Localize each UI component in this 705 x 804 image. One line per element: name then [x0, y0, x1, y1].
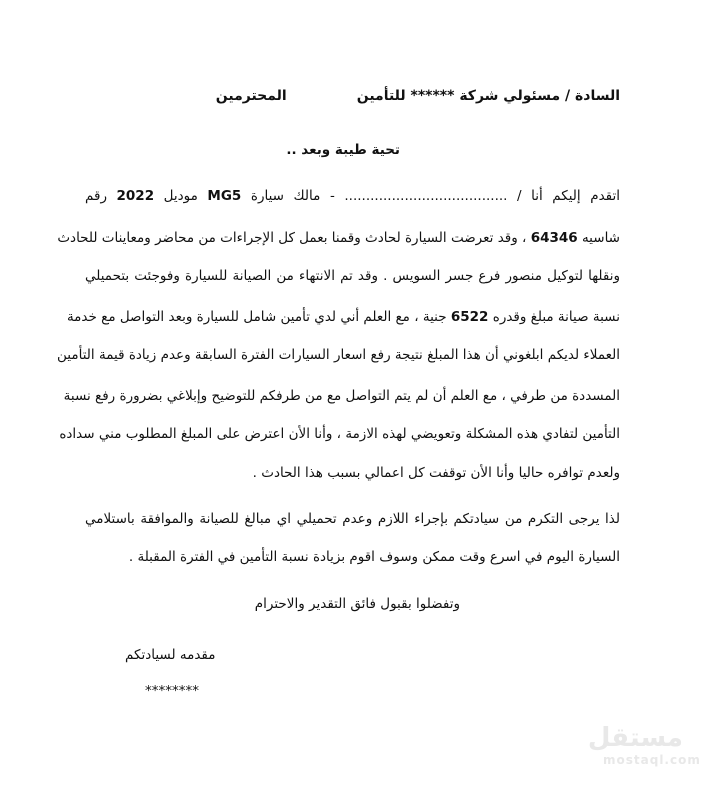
request-line: لذا يرجى التكرم من سيادتكم بإجراء اللازم وعدم تحميلي اي مبالغ للصيانة والموافقة باستلامي — [85, 511, 620, 527]
body-line: ولعدم توافره حاليا وأنا الأن توقفت كل اعمالي بسبب هذا الحادث . — [252, 465, 620, 481]
recipient-line: السادة / مسئولي شركة ****** للتأمين — [356, 88, 620, 104]
body-line: شاسيه 64346 ، وقد تعرضت السيارة لحادث وقمنا بعمل كل الإجراءات من محاضر ومعاينات للحادث — [57, 230, 620, 246]
watermark-url: mostaql.com — [603, 753, 701, 767]
recipient-address — [216, 86, 620, 106]
mostaql-watermark — [587, 723, 701, 767]
greeting: تحية طيبة وبعد .. — [286, 142, 400, 158]
request-line: السيارة اليوم في اسرع وقت ممكن وسوف اقوم بزيادة نسبة التأمين في الفترة المقبلة . — [128, 549, 620, 565]
body-line: اتقدم إليكم أنا / ...................................... - مالك سيارة MG5 موديل 2022 رقم — [85, 188, 621, 204]
body-line: العملاء لديكم ابلغوني أن هذا المبلغ نتيجة رفع اسعار السيارات الفترة السابقة وعدم زيادة قيمة التأمين — [57, 347, 620, 363]
body-line: نسبة صيانة مبلغ وقدره 6522 جنية ، مع العلم أني لدي تأمين شامل للسيارة وبعد التواصل مع خدمة — [66, 309, 620, 325]
watermark-logo-text: مستقل — [587, 723, 683, 753]
presented-by: مقدمه لسيادتكم — [125, 647, 216, 663]
body-line: ونقلها لتوكيل منصور فرع جسر السويس . وقد تم الانتهاء من الصيانة للسيارة وفوجئت بتحميلي — [85, 268, 620, 284]
body-line: التأمين لتفادي هذه المشكلة وتعويضي لهذه الازمة ، وأنا الأن اعترض على المبلغ المطلوب مني سداده — [59, 426, 620, 442]
signature-placeholder: ******** — [145, 683, 199, 699]
honorific: المحترمين — [215, 88, 287, 104]
body-line: المسددة من طرفي ، مع العلم أن لم يتم التواصل مع من طرفكم للتوضيح وإبلاغي بضرورة رفع نسبة — [63, 388, 620, 404]
closing-line: وتفضلوا بقبول فائق التقدير والاحترام — [254, 596, 460, 612]
